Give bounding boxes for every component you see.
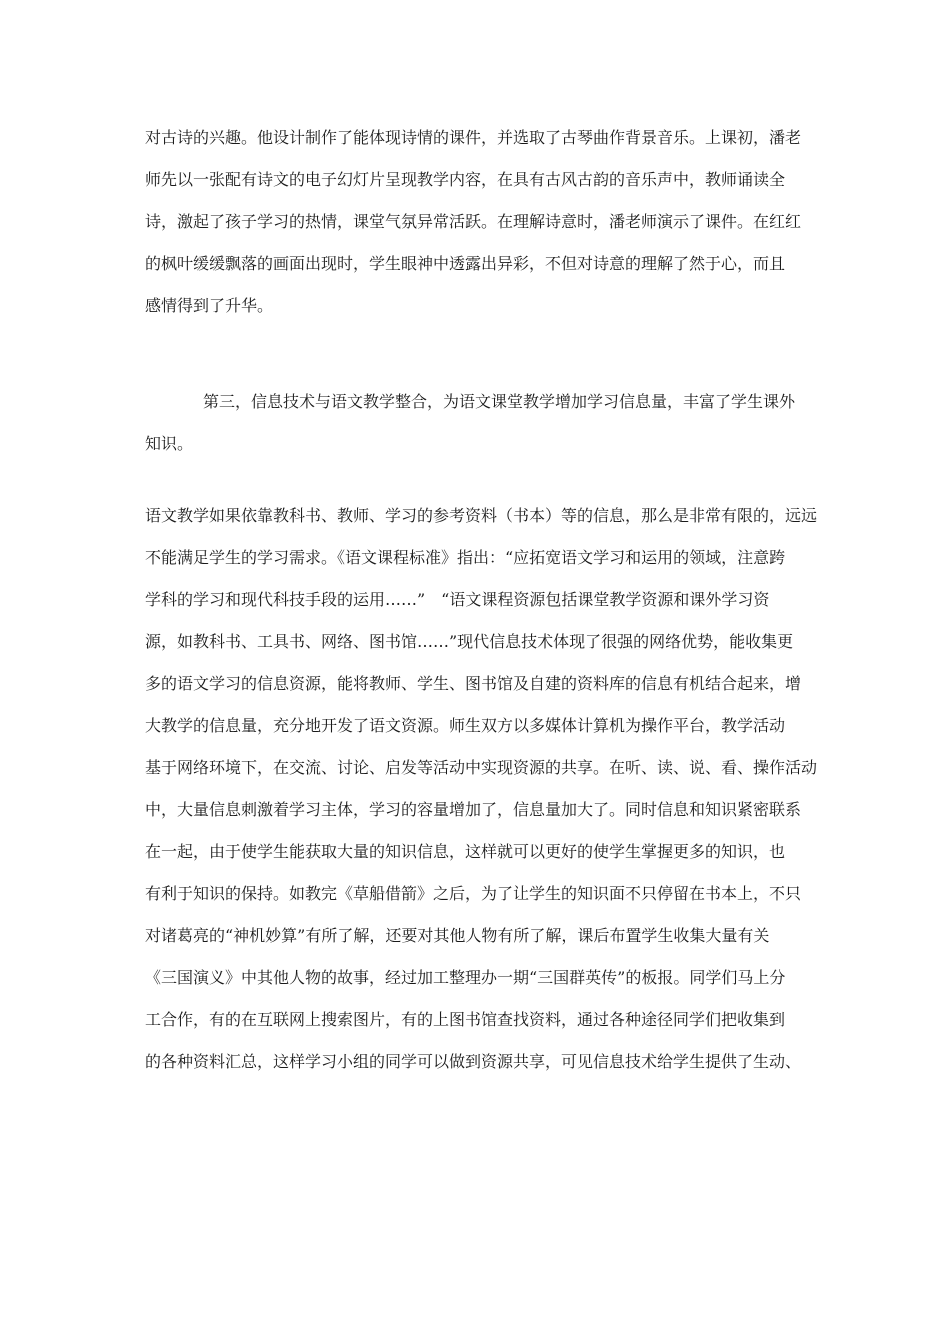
text-line: 工合作，有的在互联网上搜索图片，有的上图书馆查找资料，通过各种途径同学们把收集到 (145, 1010, 786, 1029)
text-line: 源，如教科书、工具书、网络、图书馆……”现代信息技术体现了很强的网络优势，能收集更 (145, 632, 794, 651)
text-line: 知识。 (145, 434, 194, 453)
text-line: 对诸葛亮的“神机妙算”有所了解，还要对其他人物有所了解，课后布置学生收集大量有关 (145, 926, 770, 945)
text-line: 的各种资料汇总，这样学习小组的同学可以做到资源共享，可见信息技术给学生提供了生动、 (145, 1052, 802, 1071)
text-line: 的枫叶缓缓飘落的画面出现时，学生眼神中透露出异彩，不但对诗意的理解了然于心，而且 (145, 254, 786, 273)
paragraph-information-resources (145, 495, 825, 1083)
text-line: 在一起，由于使学生能获取大量的知识信息，这样就可以更好的使学生掌握更多的知识，也 (145, 842, 786, 861)
text-line: 师先以一张配有诗文的电子幻灯片呈现教学内容，在具有古风古韵的音乐声中，教师诵读全 (145, 170, 786, 189)
text-line: 感情得到了升华。 (145, 296, 274, 315)
text-line: 语文教学如果依靠教科书、教师、学习的参考资料（书本）等的信息，那么是非常有限的，远远 (145, 506, 818, 525)
text-line: 《三国演义》中其他人物的故事，经过加工整理办一期“三国群英传”的板报。同学们马上分 (145, 968, 786, 987)
text-line: 第三，信息技术与语文教学整合，为语文课堂教学增加学习信息量，丰富了学生课外 (203, 392, 796, 411)
paragraph-ancient-poetry-lesson (145, 117, 825, 327)
text-line: 对古诗的兴趣。他设计制作了能体现诗情的课件，并选取了古琴曲作背景音乐。上课初，潘老 (145, 128, 802, 147)
text-line: 学科的学习和现代科技手段的运用……” “语文课程资源包括课堂教学资源和课外学习资 (145, 590, 770, 609)
text-line: 有利于知识的保持。如教完《草船借箭》之后，为了让学生的知识面不只停留在书本上，不只 (145, 884, 802, 903)
text-line: 基于网络环境下，在交流、讨论、启发等活动中实现资源的共享。在听、读、说、看、操作活动 (145, 758, 818, 777)
text-line: 大教学的信息量，充分地开发了语文资源。师生双方以多媒体计算机为操作平台，教学活动 (145, 716, 786, 735)
paragraph-third-point-heading (145, 381, 825, 465)
text-line: 多的语文学习的信息资源，能将教师、学生、图书馆及自建的资料库的信息有机结合起来，增 (145, 674, 802, 693)
text-line: 不能满足学生的学习需求。《语文课程标准》指出：“应拓宽语文学习和运用的领域，注意跨 (145, 548, 786, 567)
text-line: 中，大量信息刺激着学习主体，学习的容量增加了，信息量加大了。同时信息和知识紧密联系 (145, 800, 802, 819)
text-line: 诗，激起了孩子学习的热情，课堂气氛异常活跃。在理解诗意时，潘老师演示了课件。在红红 (145, 212, 802, 231)
